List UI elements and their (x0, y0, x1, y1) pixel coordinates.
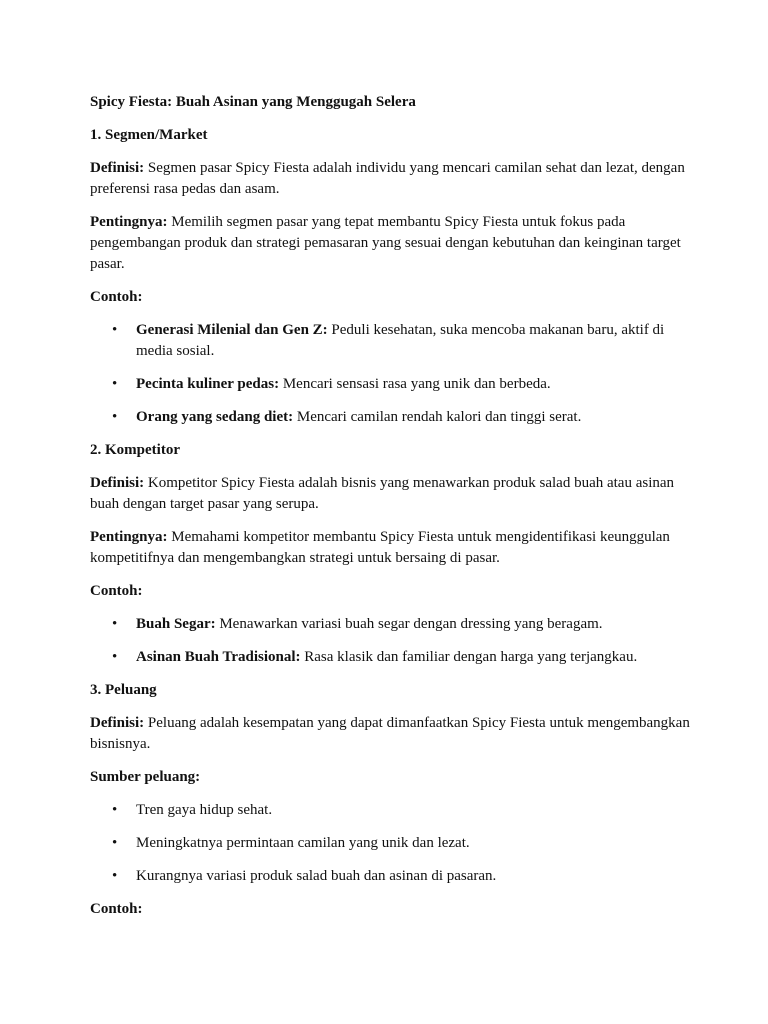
definisi-text: Peluang adalah kesempatan yang dapat dimanfaatkan Spicy Fiesta untuk mengembangkan bisnisnya. (90, 715, 690, 752)
list-item (90, 320, 690, 362)
bullet-icon: • (112, 802, 118, 818)
contoh-label: Contoh: (90, 901, 143, 917)
list-item-text: Rasa klasik dan familiar dengan harga yang terjangkau. (300, 649, 638, 665)
bullet-icon: • (112, 868, 118, 884)
definisi-text: Segmen pasar Spicy Fiesta adalah individu yang mencari camilan sehat dan lezat, dengan preferensi rasa pedas dan asam. (90, 160, 685, 197)
list-item-text: Menawarkan variasi buah segar dengan dressing yang beragam. (215, 616, 603, 632)
pentingnya-text: Memilih segmen pasar yang tepat membantu Spicy Fiesta untuk fokus pada pengembangan produk dan strategi pemasaran yang sesuai dengan kebutuhan dan keinginan target pasar. (90, 214, 681, 272)
pentingnya-label: Pentingnya: (90, 214, 168, 230)
bullet-icon: • (112, 649, 118, 665)
bullet-icon: • (112, 322, 118, 338)
definisi-label: Definisi: (90, 475, 145, 491)
contoh-label: Contoh: (90, 289, 143, 305)
list-item-text: Tren gaya hidup sehat. (136, 802, 273, 818)
pentingnya-text: Memahami kompetitor membantu Spicy Fiesta untuk mengidentifikasi keunggulan kompetitifnya dan mengembangkan strategi untuk bersaing di pasar. (90, 529, 670, 566)
definisi-text: Kompetitor Spicy Fiesta adalah bisnis yang menawarkan produk salad buah atau asinan buah dengan target pasar yang serupa. (90, 475, 675, 512)
sumber-peluang-list (90, 800, 690, 887)
definisi-label: Definisi: (90, 160, 145, 176)
pentingnya-paragraph (90, 212, 690, 275)
list-item-label: Asinan Buah Tradisional: (136, 649, 301, 665)
list-item-label: Pecinta kuliner pedas: (136, 376, 280, 392)
section-peluang (90, 680, 690, 920)
bullet-icon: • (112, 409, 118, 425)
section-segmen-market (90, 125, 690, 428)
pentingnya-paragraph (90, 527, 690, 569)
list-item-label: Generasi Milenial dan Gen Z: (136, 322, 328, 338)
contoh-list (90, 614, 690, 668)
definisi-paragraph (90, 158, 690, 200)
contoh-label: Contoh: (90, 583, 143, 599)
list-item (90, 407, 690, 428)
bullet-icon: • (112, 376, 118, 392)
list-item (90, 833, 690, 854)
list-item-text: Peduli kesehatan, suka mencoba makanan baru, aktif di media sosial. (136, 322, 665, 359)
bullet-icon: • (112, 616, 118, 632)
definisi-label: Definisi: (90, 715, 145, 731)
definisi-paragraph (90, 713, 690, 755)
list-item-text: Mencari camilan rendah kalori dan tinggi serat. (293, 409, 582, 425)
list-item-label: Buah Segar: (136, 616, 216, 632)
section-heading: 1. Segmen/Market (90, 127, 208, 143)
list-item-label: Orang yang sedang diet: (136, 409, 294, 425)
section-heading: 3. Peluang (90, 682, 157, 698)
section-heading: 2. Kompetitor (90, 442, 180, 458)
sumber-peluang-label: Sumber peluang: (90, 769, 201, 785)
list-item (90, 374, 690, 395)
document-title: Spicy Fiesta: Buah Asinan yang Menggugah Selera (90, 94, 416, 110)
section-kompetitor (90, 440, 690, 668)
contoh-list (90, 320, 690, 428)
list-item-text: Kurangnya variasi produk salad buah dan asinan di pasaran. (136, 868, 497, 884)
document-page (90, 92, 690, 932)
list-item (90, 647, 690, 668)
definisi-paragraph (90, 473, 690, 515)
pentingnya-label: Pentingnya: (90, 529, 168, 545)
list-item-text: Mencari sensasi rasa yang unik dan berbeda. (279, 376, 551, 392)
list-item (90, 614, 690, 635)
bullet-icon: • (112, 835, 118, 851)
list-item (90, 800, 690, 821)
list-item (90, 866, 690, 887)
list-item-text: Meningkatnya permintaan camilan yang unik dan lezat. (136, 835, 470, 851)
